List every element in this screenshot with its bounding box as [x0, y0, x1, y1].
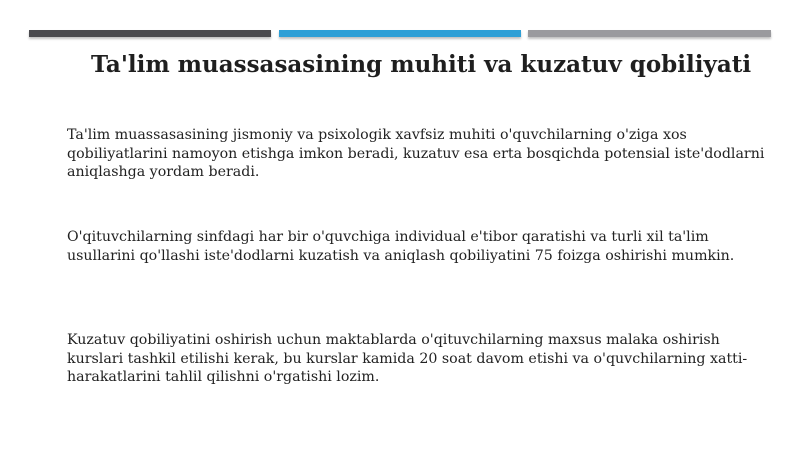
decorative-bar-dark: [29, 30, 271, 37]
paragraph-teacher-attention: O'qituvchilarning sinfdagi har bir o'quvchiga individual e'tibor qaratishi va turli xil ta'lim usullarini qo'llashi iste'dodlarni kuzatish va aniqlash qobiliyatini 75 foizga oshirishi mumkin.: [67, 229, 735, 264]
paragraph-training-courses: Kuzatuv qobiliyatini oshirish uchun maktablarda o'qituvchilarning maxsus malaka oshirish kurslari tashkil etilishi kerak, bu kurslar kamida 20 soat davom etishi va o'quvchilarning xatti-harakatlarini tahlil qilishni o'rgatishi lozim.: [67, 332, 748, 385]
decorative-bar-gray: [528, 30, 771, 37]
slide-title: Ta'lim muassasasining muhiti va kuzatuv qobiliyati: [91, 51, 752, 78]
paragraph-environment: Ta'lim muassasasining jismoniy va psixologik xavfsiz muhiti o'quvchilarning o'ziga xos qobiliyatlarini namoyon etishga imkon beradi, kuzatuv esa erta bosqichda potensial iste'dodlarni aniqlashga yordam beradi.: [67, 127, 765, 180]
decorative-bar-blue: [279, 30, 521, 37]
